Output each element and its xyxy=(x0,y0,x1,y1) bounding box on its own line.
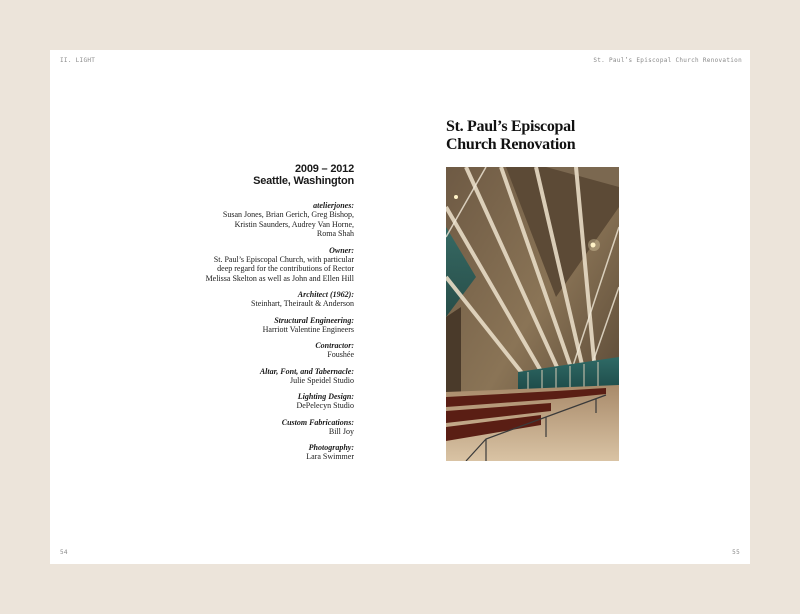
project-dates: 2009 – 2012 xyxy=(295,163,354,175)
credit-name: DePelecyn Studio xyxy=(296,401,354,410)
church-interior-photo xyxy=(446,167,619,461)
credit-entry xyxy=(94,392,354,411)
page-number-right: 55 xyxy=(732,549,740,556)
credit-name: deep regard for the contributions of Rector xyxy=(217,264,354,273)
credit-role: Custom Fabrications: xyxy=(281,417,354,427)
credit-entry xyxy=(94,246,354,284)
credit-role: Photography: xyxy=(308,443,354,452)
section-label: II. LIGHT xyxy=(60,57,96,64)
project-title xyxy=(446,118,575,154)
credit-name: Melissa Skelton as well as John and Ellen Hill xyxy=(205,273,354,283)
credit-name: Kristin Saunders, Audrey Van Horne, xyxy=(234,219,354,229)
page-number-left: 54 xyxy=(60,549,68,556)
credit-entry xyxy=(94,367,354,386)
credit-role: Contractor: xyxy=(315,341,354,350)
project-dates-location xyxy=(94,163,354,187)
credit-list xyxy=(94,201,354,462)
project-title-line: St. Paul’s Episcopal xyxy=(446,118,575,135)
credit-name: Susan Jones, Brian Gerich, Greg Bishop, xyxy=(222,210,354,219)
project-credits xyxy=(94,163,354,469)
credit-name: Lara Swimmer xyxy=(306,452,354,461)
credit-role: Owner: xyxy=(329,245,354,255)
credit-role: atelierjones: xyxy=(313,201,354,210)
project-title-line: Church Renovation xyxy=(446,136,576,153)
credit-role: Structural Engineering: xyxy=(274,315,354,325)
credit-entry xyxy=(94,341,354,360)
credit-entry xyxy=(94,201,354,239)
credit-name: Harriott Valentine Engineers xyxy=(262,324,354,334)
credit-entry xyxy=(94,316,354,335)
credit-name: Julie Speidel Studio xyxy=(290,375,354,385)
credit-name: Roma Shah xyxy=(316,229,354,238)
credit-name: Bill Joy xyxy=(328,426,354,436)
credit-role: Architect (1962): xyxy=(297,290,354,299)
running-head: St. Paul’s Episcopal Church Renovation xyxy=(593,57,742,64)
credit-entry xyxy=(94,290,354,309)
credit-role: Altar, Font, and Tabernacle: xyxy=(259,366,354,376)
credit-entry xyxy=(94,418,354,437)
credit-role: Lighting Design: xyxy=(297,392,354,401)
book-spread xyxy=(50,50,750,564)
credit-entry xyxy=(94,443,354,462)
credit-name: Foushée xyxy=(327,350,354,359)
credit-name: Steinhart, Theirault & Anderson xyxy=(251,299,354,308)
credit-name: St. Paul’s Episcopal Church, with particular xyxy=(213,254,354,264)
project-location: Seattle, Washington xyxy=(253,175,354,187)
